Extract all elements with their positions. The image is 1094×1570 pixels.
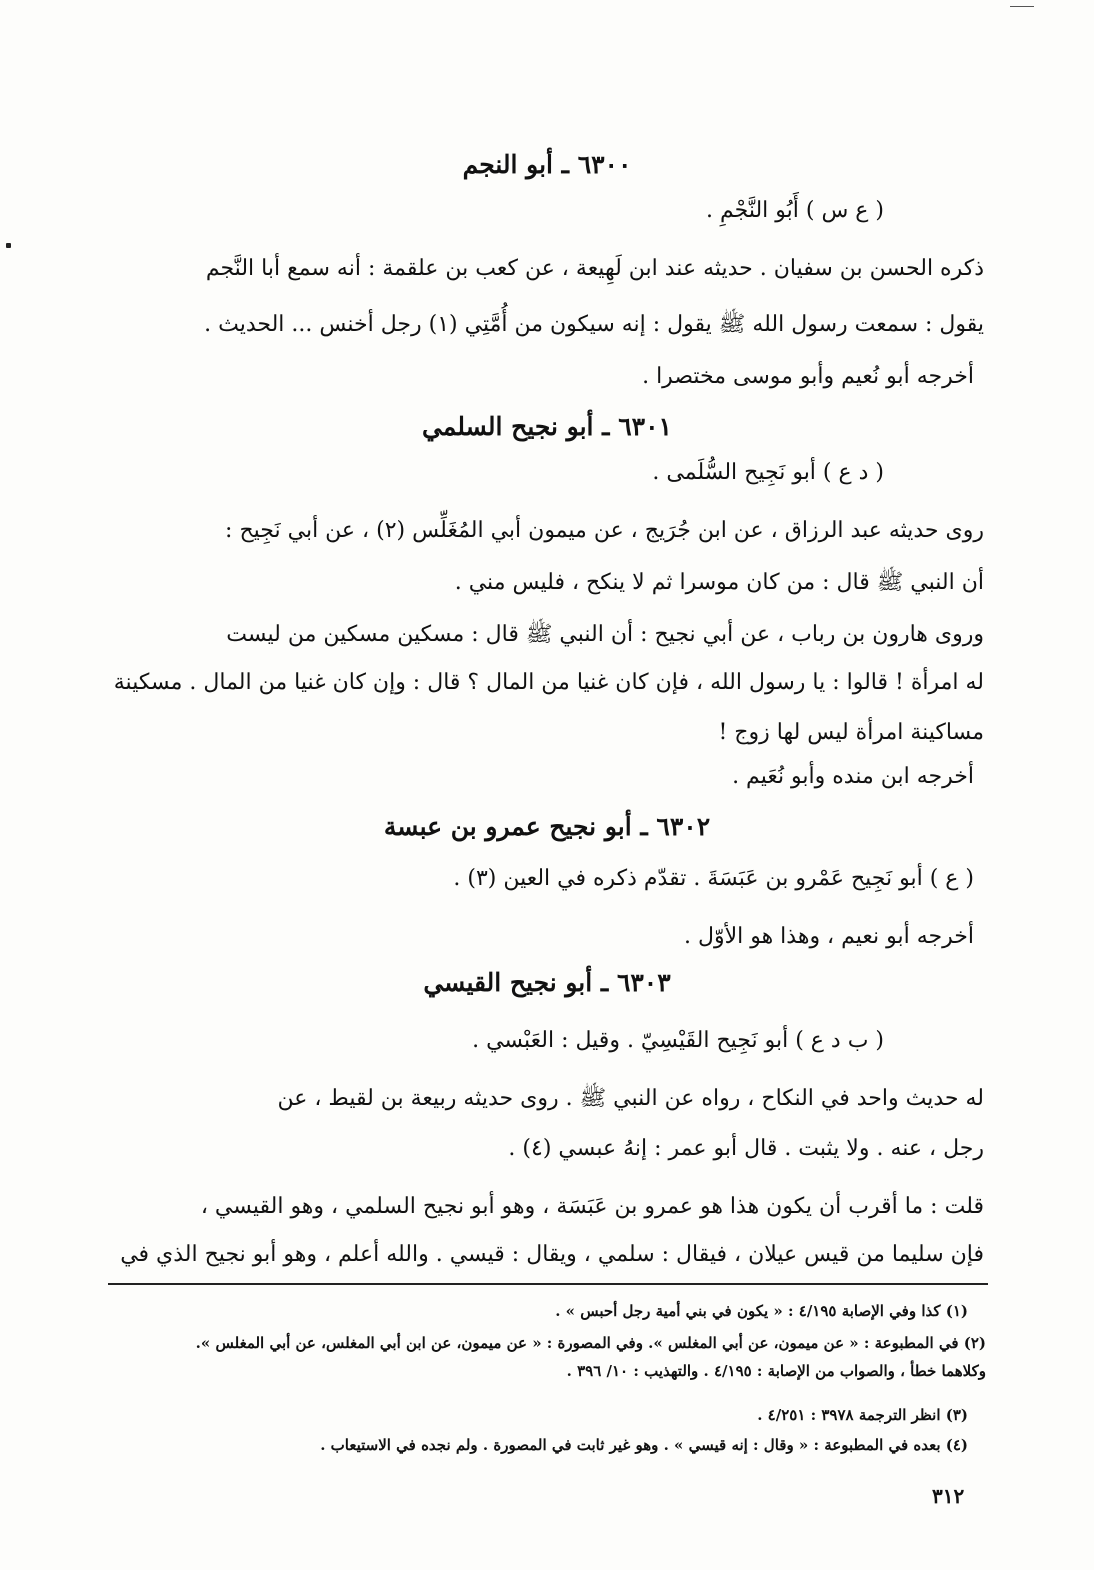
footnote: (١) كذا وفي الإصابة ٤/١٩٥ : « يكون في بني أمية رجل أحبس » . [555,1302,968,1320]
page-number: ٣١٢ [932,1484,965,1508]
entry-line: ( ع ) أبو نَجِيح عَمْرو بن عَبَسَةَ . تقدّم ذكره في العين (٣) . [453,866,974,891]
entry-line: له حديث واحد في النكاح ، رواه عن النبي ﷺ . روى حديثه ربيعة بن لقيط ، عن [277,1086,984,1111]
entry-line: أخرجه أبو نعيم ، وهذا هو الأوّل . [683,924,974,949]
entry-line: يقول : سمعت رسول الله ﷺ يقول : إنه سيكون من أُمَّتِي (١) رجل أخنس ... الحديث . [204,312,984,337]
footnote: (٢) في المطبوعة : « عن ميمون، عن أبي المغلس ». وفي المصورة : « عن ميمون، عن ابن أبي المغلس، عن أبي المغلس ». [195,1334,986,1352]
entry-line: رجل ، عنه . ولا يثبت . قال أبو عمر : إنهُ عبسي (٤) . [508,1136,984,1161]
footnote: وكلاهما خطأ ، والصواب من الإصابة : ٤/١٩٥ . والتهذيب : ١٠/ ٣٩٦ . [566,1362,986,1380]
entry-line: أخرجه ابن منده وأبو نُعَيم . [732,764,974,789]
entry-heading-6300: ٦٣٠٠ ـ أبو النجم [462,150,632,179]
entry-line: أخرجه أبو نُعيم وأبو موسى مختصرا . [642,364,974,389]
margin-dot [6,243,11,248]
entry-line: مساكينة امرأة ليس لها زوج ! [718,720,984,745]
footnote: (٤) بعده في المطبوعة : « وقال : إنه قيسي » . وهو غير ثابت في المصورة . ولم نجده في الاستيعاب . [320,1436,968,1454]
footnote-separator [108,1283,988,1285]
edge-mark [1010,6,1034,7]
entry-line: ذكره الحسن بن سفيان . حديثه عند ابن لَهِيعة ، عن كعب بن علقمة : أنه سمع أبا النَّجم [205,256,984,281]
entry-line: وروى هارون بن رباب ، عن أبي نجيح : أن النبي ﷺ قال : مسكين مسكين من ليست [226,622,984,647]
entry-heading-6301: ٦٣٠١ ـ أبو نجيح السلمي [422,412,672,441]
entry-line: ( د ع ) أبو نَجِيح السُّلَمى . [652,460,884,485]
entry-line: أن النبي ﷺ قال : من كان موسرا ثم لا ينكح ، فليس مني . [454,570,984,595]
entry-line: قلت : ما أقرب أن يكون هذا هو عمرو بن عَبَسَة ، وهو أبو نجيح السلمي ، وهو القيسي ، [200,1194,984,1219]
entry-heading-6303: ٦٣٠٣ ـ أبو نجيح القيسي [423,968,671,997]
entry-line: ( ب د ع ) أبو نَجِيح القَيْسِيّ . وقيل : العَبْسي . [472,1028,884,1053]
entry-line: روى حديثه عبد الرزاق ، عن ابن جُرَيج ، عن ميمون أبي المُغَلِّس (٢) ، عن أبي نَجِيح : [225,518,984,543]
entry-heading-6302: ٦٣٠٢ ـ أبو نجيح عمرو بن عبسة [383,812,711,841]
entry-line: فإن سليما من قيس عيلان ، فيقال : سلمي ، ويقال : قيسي . والله أعلم ، وهو أبو نجيح الذي في [120,1242,984,1267]
footnote: (٣) انظر الترجمة ٣٩٧٨ : ٤/٢٥١ . [757,1406,968,1424]
entry-line: له امرأة ! قالوا : يا رسول الله ، فإن كان غنيا من المال ؟ قال : وإن كان غنيا من المال . مسكينة [113,670,984,695]
entry-line: ( ع س ) أَبُو النَّجْمِ . [706,198,884,223]
